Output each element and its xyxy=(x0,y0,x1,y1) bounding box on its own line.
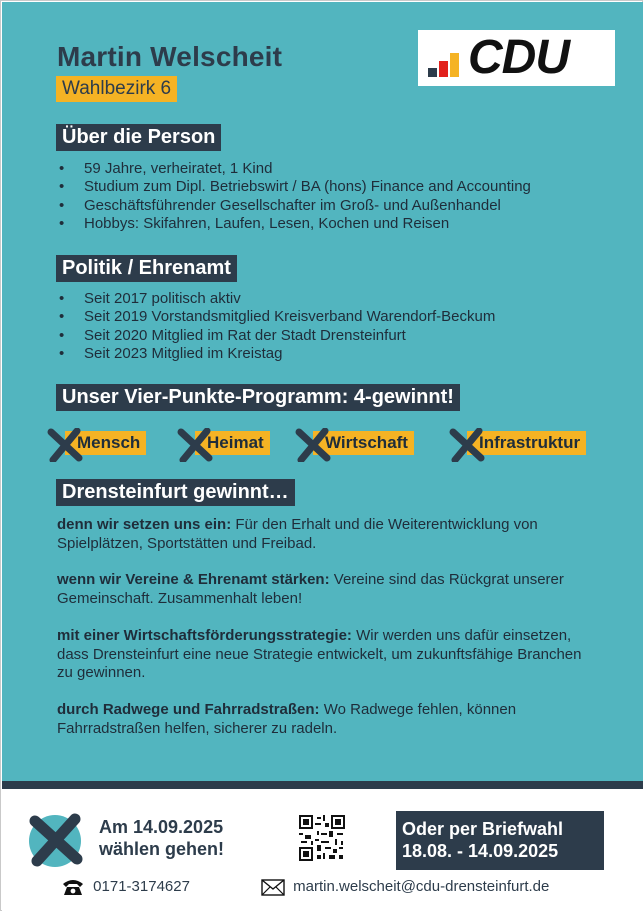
paragraph-lead: wenn wir Vereine & Ehrenamt stärken: xyxy=(57,571,330,588)
wins-paragraph xyxy=(57,571,597,608)
logo-text: CDU xyxy=(468,31,569,84)
list-item: • Seit 2023 Mitglied im Kreistag xyxy=(57,345,495,363)
paragraph-text: Wo Radwege fehlen, können Fahrradstraßen helfen, sicherer zu radeln. xyxy=(57,701,517,737)
postal-vote-box xyxy=(396,811,604,870)
logo-bar-2 xyxy=(439,61,448,77)
list-item: • 59 Jahre, verheiratet, 1 Kind xyxy=(57,160,531,178)
paragraph-text: Für den Erhalt und die Weiterentwicklung von Spielplätzen, Sportstätten und Freibad. xyxy=(57,516,538,552)
wins-paragraph xyxy=(57,627,597,683)
footer-divider xyxy=(2,781,643,789)
postal-vote-line1: Oder per Briefwahl xyxy=(402,819,564,839)
vote-cross-icon xyxy=(25,811,89,869)
list-item: • Studium zum Dipl. Betriebswirt / BA (hons) Finance and Accounting xyxy=(57,178,531,196)
wins-heading: Drensteinfurt gewinnt… xyxy=(56,479,295,506)
election-date-line2: wählen gehen! xyxy=(99,839,225,859)
email-address[interactable]: martin.welscheit@cdu-drensteinfurt.de xyxy=(293,878,550,895)
list-item: • Seit 2017 politisch aktiv xyxy=(57,290,495,308)
pillar-label: Wirtschaft xyxy=(313,431,414,455)
person-list xyxy=(57,160,531,233)
logo-bar-3 xyxy=(450,53,459,77)
cross-mark-icon xyxy=(293,428,333,462)
wins-paragraph xyxy=(57,516,597,553)
paragraph-text: Wir werden uns dafür einsetzen, dass Drensteinfurt eine neue Strategie entwickelt, um zukunftsfähige Branchen zu gewinnen. xyxy=(57,627,582,681)
list-item: • Geschäftsführender Gesellschafter im Groß- und Außenhandel xyxy=(57,197,531,215)
list-item: • Hobbys: Skifahren, Laufen, Lesen, Kochen und Reisen xyxy=(57,215,531,233)
email-contact xyxy=(261,876,549,898)
pillar-label: Infrastruktur xyxy=(467,431,586,455)
cross-mark-icon xyxy=(45,428,85,462)
cross-mark-icon xyxy=(447,428,487,462)
election-date xyxy=(99,816,224,860)
paragraph-lead: mit einer Wirtschaftsförderungsstrategie: xyxy=(57,627,352,644)
qr-code-icon xyxy=(299,815,345,861)
pillar-label: Mensch xyxy=(65,431,146,455)
politics-heading: Politik / Ehrenamt xyxy=(56,255,237,282)
envelope-icon xyxy=(261,879,285,896)
wins-paragraph xyxy=(57,701,597,738)
paragraph-text: Vereine sind das Rückgrat unserer Gemeinschaft. Zusammenhalt leben! xyxy=(57,571,564,607)
phone-number[interactable]: 0171-3174627 xyxy=(93,878,190,895)
telephone-icon xyxy=(61,878,85,896)
person-heading: Über die Person xyxy=(56,124,221,151)
list-item: • Seit 2019 Vorstandsmitglied Kreisverband Warendorf-Beckum xyxy=(57,308,495,326)
phone-contact xyxy=(61,876,190,898)
cross-mark-icon xyxy=(175,428,215,462)
logo-bar-1 xyxy=(428,68,437,77)
election-date-line1: Am 14.09.2025 xyxy=(99,817,224,837)
paragraph-lead: denn wir setzen uns ein: xyxy=(57,516,232,533)
politics-list xyxy=(57,290,495,363)
pillar-label: Heimat xyxy=(195,431,270,455)
candidate-name: Martin Welscheit xyxy=(57,41,283,72)
district-badge: Wahlbezirk 6 xyxy=(56,76,177,102)
paragraph-lead: durch Radwege und Fahrradstraßen: xyxy=(57,701,320,718)
cdu-logo xyxy=(418,30,615,86)
program-heading: Unser Vier-Punkte-Programm: 4-gewinnt! xyxy=(56,384,460,411)
list-item: • Seit 2020 Mitglied im Rat der Stadt Drensteinfurt xyxy=(57,327,495,345)
postal-vote-line2: 18.08. - 14.09.2025 xyxy=(402,841,559,861)
